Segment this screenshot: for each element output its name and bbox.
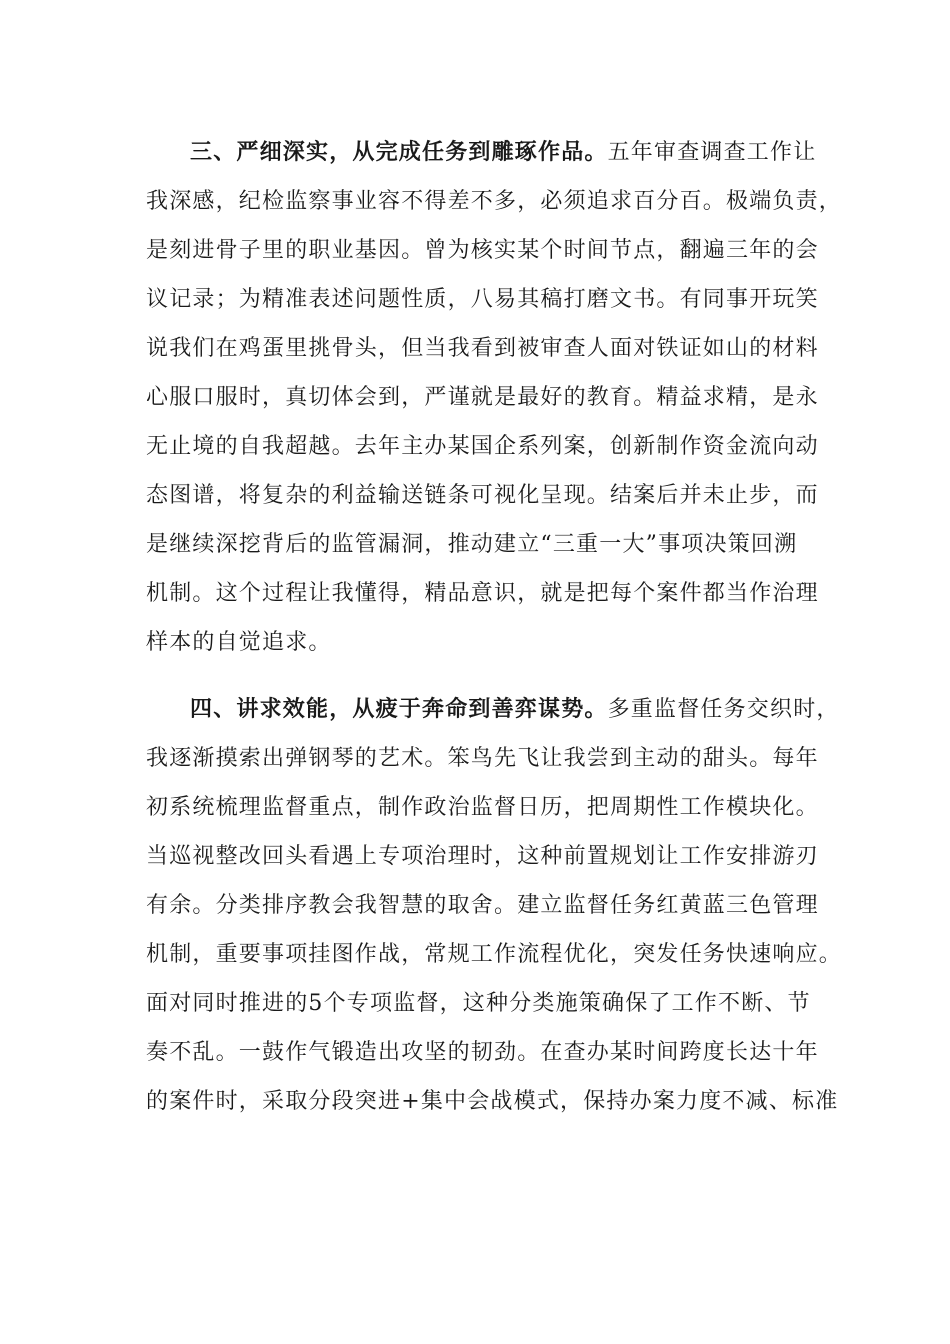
paragraph-line: 面对同时推进的5个专项监督，这种分类施策确保了工作不断、节 [146,991,811,1016]
paragraph-line: 是刻进骨子里的职业基因。曾为核实某个时间节点，翻遍三年的会 [146,238,819,263]
paragraph-line: 机制。这个过程让我懂得，精品意识，就是把每个案件都当作治理 [146,581,819,606]
paragraph-line: 样本的自觉追求。 [146,630,332,655]
paragraph-line: 奏不乱。一鼓作气锻造出攻坚的韧劲。在查办某时间跨度长达十年 [146,1040,819,1065]
paragraph-line: 初系统梳理监督重点，制作政治监督日历，把周期性工作模块化。 [146,795,819,820]
paragraph-line: 机制，重要事项挂图作战，常规工作流程优化，突发任务快速响应。 [146,942,843,967]
paragraph-line: 是继续深挖背后的监管漏洞，推动建立“三重一大”事项决策回溯 [146,532,798,557]
paragraph-line: 心服口服时，真切体会到，严谨就是最好的教育。精益求精，是永 [146,385,819,410]
paragraph-line: 态图谱，将复杂的利益输送链条可视化呈现。结案后并未止步，而 [146,483,819,508]
paragraph-line: 有余。分类排序教会我智慧的取舍。建立监督任务红黄蓝三色管理 [146,893,819,918]
paragraph-line: 议记录；为精准表述问题性质，八易其稿打磨文书。有同事开玩笑 [146,287,819,312]
paragraph-line: 的案件时，采取分段突进+集中会战模式，保持办案力度不减、标准 [146,1089,839,1114]
paragraph-4-text: 多重监督任务交织时， [607,697,840,722]
paragraph-line: 我逐渐摸索出弹钢琴的艺术。笨鸟先飞让我尝到主动的甜头。每年 [146,746,819,771]
paragraph-line: 无止境的自我超越。去年主办某国企系列案，创新制作资金流向动 [146,434,819,459]
paragraph-3-heading: 三、严细深实，从完成任务到雕琢作品。 [190,140,608,165]
paragraph-line: 说我们在鸡蛋里挑骨头，但当我看到被审查人面对铁证如山的材料 [146,336,819,361]
paragraph-4-heading: 四、讲求效能，从疲于奔命到善弈谋势。 [190,697,608,722]
paragraph-line: 当巡视整改回头看遇上专项治理时，这种前置规划让工作安排游刃 [146,844,819,869]
paragraph-3-line-1 [190,133,816,173]
paragraph-3-text: 五年审查调查工作让 [607,140,817,165]
paragraph-4-line-1 [190,690,840,730]
paragraph-line: 我深感，纪检监察事业容不得差不多，必须追求百分百。极端负责， [146,189,843,214]
